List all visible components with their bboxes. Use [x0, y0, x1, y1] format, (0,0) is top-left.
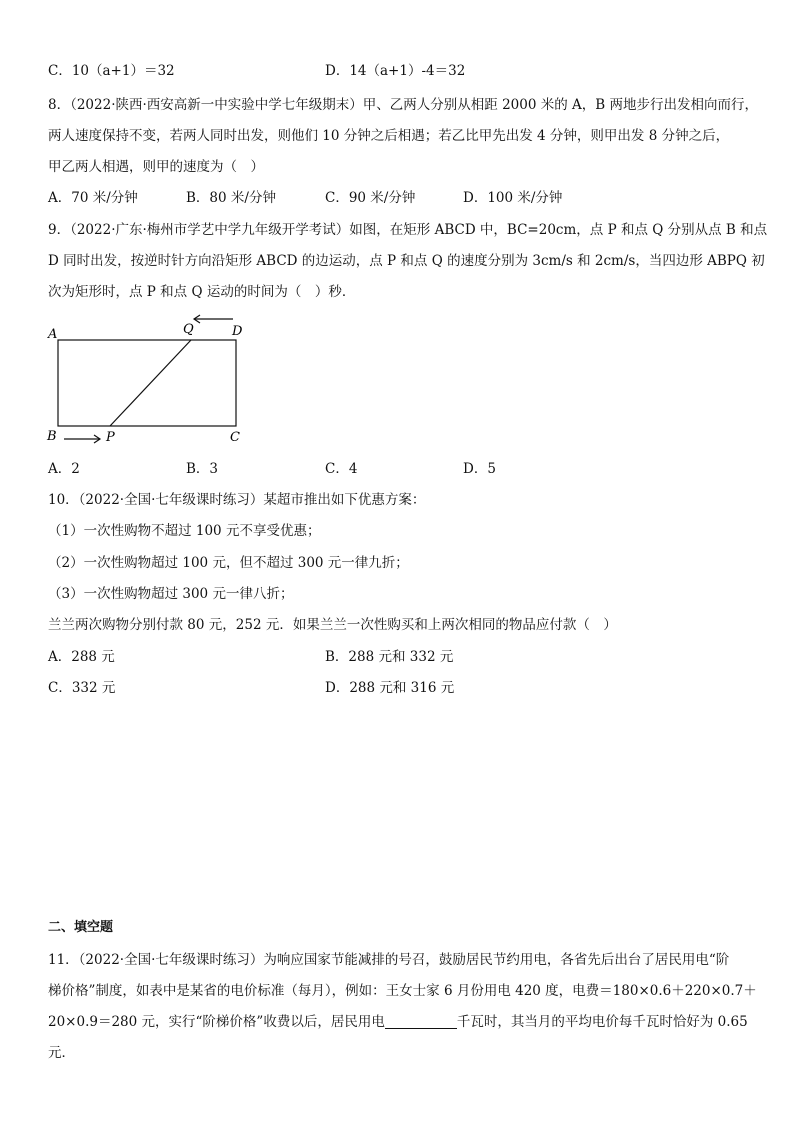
q7-option-c: C．10（a+1）＝32: [48, 63, 175, 79]
rectangle-figure: [44, 314, 254, 446]
q8-option-d: D．100 米/分钟: [463, 190, 563, 206]
q8-option-c: C．90 米/分钟: [325, 190, 416, 206]
label-a: A: [48, 327, 58, 342]
q10-item-3: （3）一次性购物超过 300 元一律八折；: [48, 586, 294, 602]
q9-stem-line-3: 次为矩形时，点 P 和点 Q 运动的时间为（ ）秒．: [48, 284, 356, 300]
label-d: D: [232, 324, 243, 339]
q11-stem-line-3: [48, 1012, 748, 1032]
label-c: C: [230, 430, 240, 445]
q10-stem-line-1: 10．（2022·全国·七年级课时练习）某超市推出如下优惠方案：: [48, 492, 426, 508]
q11-stem-line-2: 梯价格”制度，如表中是某省的电价标准（每月），例如：王女士家 6 月份用电 420 度，电费＝180×0.6＋220×0.7＋: [48, 983, 757, 999]
q11-stem-line-4: 元．: [48, 1045, 75, 1061]
q8-stem-line-3: 甲乙两人相遇，则甲的速度为（ ）: [48, 159, 264, 175]
q8-option-b: B．80 米/分钟: [186, 190, 276, 206]
q8-stem-line-2: 两人速度保持不变，若两人同时出发，则他们 10 分钟之后相遇；若乙比甲先出发 4 分钟，则甲出发 8 分钟之后，: [48, 128, 730, 144]
q10-item-1: （1）一次性购物不超过 100 元不享受优惠；: [48, 523, 321, 539]
label-b: B: [47, 429, 57, 444]
q10-option-d: D．288 元和 316 元: [325, 680, 455, 696]
q11-line-3-after-blank: 千瓦时，其当月的平均电价每千瓦时恰好为 0.65: [456, 1014, 748, 1030]
segment-pq: [110, 340, 191, 426]
q9-option-c: C．4: [325, 461, 358, 477]
label-q: Q: [183, 322, 194, 337]
q10-stem-line-5: 兰兰两次购物分别付款 80 元，252 元．如果兰兰一次性购买和上两次相同的物品应付款（ ）: [48, 617, 617, 633]
q9-stem-line-1: 9．（2022·广东·梅州市学艺中学九年级开学考试）如图，在矩形 ABCD 中，BC=20cm，点 P 和点 Q 分别从点 B 和点: [48, 222, 768, 238]
q10-option-a: A．288 元: [48, 649, 115, 665]
q10-option-c: C．332 元: [48, 680, 116, 696]
label-p: P: [106, 430, 115, 445]
q9-option-d: D．5: [463, 461, 496, 477]
answer-blank[interactable]: [385, 1014, 457, 1029]
q7-option-d: D．14（a+1）-4＝32: [325, 63, 466, 79]
q10-option-b: B．288 元和 332 元: [325, 649, 454, 665]
q9-option-b: B．3: [186, 461, 219, 477]
q10-item-2: （2）一次性购物超过 100 元，但不超过 300 元一律九折；: [48, 555, 409, 571]
q8-stem-line-1: 8．（2022·陕西·西安高新一中实验中学七年级期末）甲、乙两人分别从相距 2000 米的 A，B 两地步行出发相向而行，: [48, 97, 758, 113]
q9-stem-line-2: D 同时出发，按逆时针方向沿矩形 ABCD 的边运动，点 P 和点 Q 的速度分别为 3cm/s 和 2cm/s，当四边形 ABPQ 初: [48, 253, 765, 269]
q11-stem-line-1: 11．（2022·全国·七年级课时练习）为响应国家节能减排的号召，鼓励居民节约用电，各省先后出台了居民用电“阶: [48, 952, 730, 968]
q11-line-3-before-blank: 20×0.9＝280 元，实行“阶梯价格”收费以后，居民用电: [48, 1014, 385, 1030]
q9-option-a: A．2: [48, 461, 80, 477]
q8-option-a: A．70 米/分钟: [48, 190, 138, 206]
rectangle-abcd: [58, 340, 236, 426]
section-title-fill-in: 二、填空题: [48, 920, 114, 935]
